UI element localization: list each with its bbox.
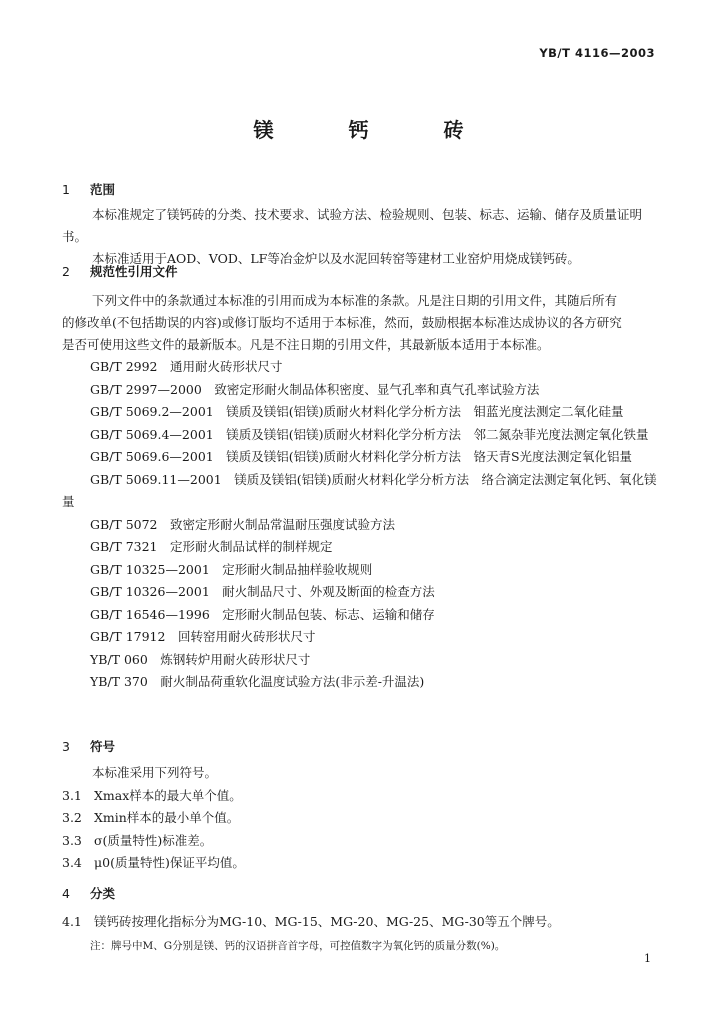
- reference-item: YB/T 060 炼钢转炉用耐火砖形状尺寸: [90, 651, 311, 667]
- text-line: 下列文件中的条款通过本标准的引用而成为本标准的条款。凡是注日期的引用文件，其随后所有: [92, 293, 618, 308]
- clause-number: 3.1: [62, 787, 82, 803]
- reference-item: GB/T 5069.2—2001 镁质及镁铝(铝镁)质耐火材料化学分析方法 钼蓝光度法测定二氧化硅量: [90, 404, 624, 419]
- reference-item: GB/T 17912 回转窑用耐火砖形状尺寸: [90, 629, 316, 644]
- standard-number: YB/T 4116—2003: [539, 46, 655, 60]
- reference-item: YB/T 370 耐火制品荷重软化温度试验方法(非示差-升温法): [90, 674, 425, 689]
- text-line: 本标准规定了镁钙砖的分类、技术要求、试验方法、检验规则、包装、标志、运输、储存及质量证明书。: [62, 207, 643, 244]
- references-intro: [62, 290, 662, 356]
- symbol-text: Xmin样本的最小单个值。: [94, 810, 240, 825]
- symbol-item: [62, 852, 662, 875]
- reference-item: GB/T 5069.6—2001 镁质及镁铝(铝镁)质耐火材料化学分析方法 铬天青S光度法测定氧化铝量: [90, 449, 633, 464]
- text-line: 的修改单(不包括勘误的内容)或修订版均不适用于本标准，然而，鼓励根据本标准达成协议的各方研究: [62, 315, 622, 330]
- reference-item: GB/T 2992 通用耐火砖形状尺寸: [90, 359, 283, 374]
- section-title: 规范性引用文件: [90, 264, 178, 279]
- clause-number: 3.2: [62, 810, 82, 825]
- reference-list: [62, 356, 662, 694]
- title-char: 钙: [348, 118, 369, 142]
- symbol-item: [62, 830, 662, 853]
- symbol-item: [62, 807, 662, 830]
- reference-item: GB/T 10325—2001 定形耐火制品抽样验收规则: [90, 561, 373, 577]
- section-title: 符号: [90, 739, 116, 754]
- section-number: 3: [62, 739, 70, 754]
- clause-number: 4.1: [62, 914, 82, 929]
- reference-item: GB/T 5069.11—2001 镁质及镁铝(铝镁)质耐火材料化学分析方法 络合滴定法测定氧化钙、氧化镁量: [62, 471, 657, 509]
- clause-number: 3.4: [62, 855, 82, 870]
- symbol-text: σ(质量特性)标准差。: [94, 832, 213, 848]
- symbol-text: μ0(质量特性)保证平均值。: [94, 855, 245, 870]
- section-number: 1: [62, 182, 70, 197]
- symbols-list: [62, 762, 662, 875]
- document-title: [0, 114, 717, 143]
- section-heading-scope: [62, 180, 115, 198]
- page-number: 1: [644, 952, 651, 965]
- clause-number: 3.3: [62, 832, 82, 848]
- symbol-text: Xmax样本的最大单个值。: [94, 787, 242, 803]
- symbols-intro: 本标准采用下列符号。: [92, 765, 218, 780]
- section-title: 分类: [90, 886, 116, 901]
- text-line: 是否可使用这些文件的最新版本。凡是不注日期的引用文件，其最新版本适用于本标准。: [62, 337, 550, 352]
- text-line: 本标准适用于AOD、VOD、LF等冶金炉以及水泥回转窑等建材工业窑炉用烧成镁钙砖。: [92, 251, 580, 266]
- title-char: 镁: [253, 118, 274, 142]
- reference-item: GB/T 7321 定形耐火制品试样的制样规定: [90, 539, 333, 554]
- reference-item: GB/T 16546—1996 定形耐火制品包装、标志、运输和储存: [90, 606, 435, 622]
- section-number: 4: [62, 886, 70, 901]
- classification-text: 镁钙砖按理化指标分为MG-10、MG-15、MG-20、MG-25、MG-30等五个牌号。: [94, 914, 560, 929]
- title-char: 砖: [443, 118, 464, 142]
- section-heading-classification: [62, 884, 115, 902]
- scope-paragraph: [62, 204, 662, 270]
- classification-list: [62, 911, 662, 934]
- classification-note: 注：牌号中M、G分别是镁、钙的汉语拼音首字母，可控值数字为氧化钙的质量分数(%)。: [90, 940, 506, 952]
- reference-item: GB/T 5072 致密定形耐火制品常温耐压强度试验方法: [90, 516, 396, 532]
- section-number: 2: [62, 264, 70, 279]
- symbol-item: [62, 785, 662, 808]
- section-heading-references: [62, 262, 178, 280]
- reference-item: GB/T 10326—2001 耐火制品尺寸、外观及断面的检查方法: [90, 584, 435, 599]
- reference-item: GB/T 5069.4—2001 镁质及镁铝(铝镁)质耐火材料化学分析方法 邻二氮杂菲光度法测定氧化铁量: [90, 426, 649, 442]
- section-heading-symbols: [62, 737, 115, 755]
- reference-item: GB/T 2997—2000 致密定形耐火制品体积密度、显气孔率和真气孔率试验方法: [90, 381, 540, 397]
- classification-item: [62, 911, 662, 934]
- section-title: 范围: [90, 182, 116, 197]
